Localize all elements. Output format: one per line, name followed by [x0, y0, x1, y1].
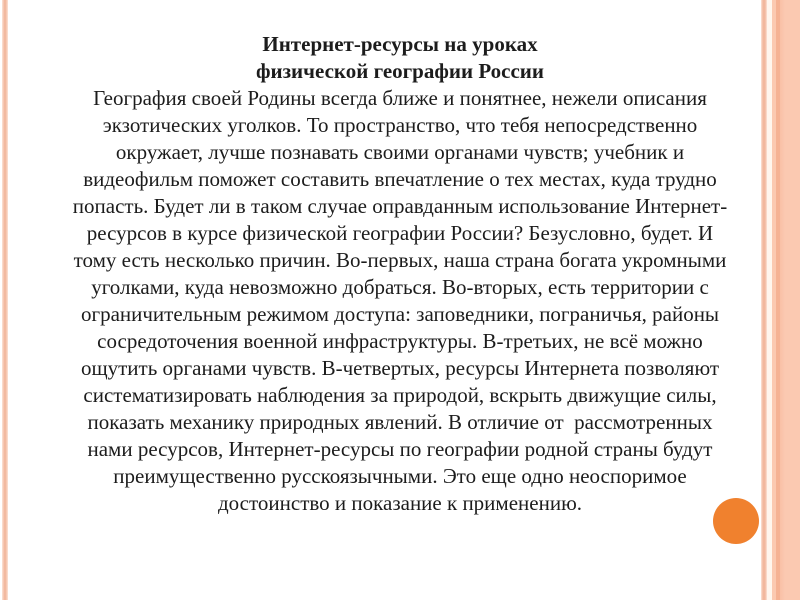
body-line: ограничительным режимом доступа: заповедники, пограничья, районы: [80, 302, 720, 326]
slide-body: [30, 85, 770, 517]
body-line: попасть. Будет ли в таком случае оправданным использование Интернет-: [72, 194, 728, 218]
body-line: показать механику природных явлений. В отличие от рассмотренных: [87, 410, 713, 434]
body-line: География своей Родины всегда ближе и понятнее, нежели описания: [93, 86, 707, 110]
body-line: видеофильм поможет составить впечатление о тех местах, куда трудно: [83, 167, 717, 191]
body-line: ощутить органами чувств. В-четвертых, ресурсы Интернета позволяют: [80, 356, 720, 380]
left-border-stripe: [2, 0, 8, 600]
body-line: окружает, лучше познавать своими органами чувств; учебник и: [115, 140, 685, 164]
body-line: ресурсов в курсе физической географии России? Безусловно, будет. И: [86, 221, 714, 245]
body-line: сосредоточения военной инфраструктуры. В-третьих, не всё можно: [97, 329, 703, 353]
title-line-1: Интернет-ресурсы на уроках: [262, 32, 538, 56]
body-line: экзотических уголков. То пространство, что тебя непосредственно: [102, 113, 698, 137]
body-line: систематизировать наблюдения за природой, вскрыть движущие силы,: [83, 383, 717, 407]
title-line-2: физической географии России: [255, 59, 544, 83]
body-line: нами ресурсов, Интернет-ресурсы по географии родной страны будут: [87, 437, 713, 461]
slide-title: [30, 31, 770, 85]
body-line: тому есть несколько причин. Во-первых, наша страна богата укромными: [73, 248, 727, 272]
body-line: преимущественно русскоязычными. Это еще одно неоспоримое: [113, 464, 687, 488]
slide-text-block: [30, 31, 770, 517]
body-line: уголками, куда невозможно добраться. Во-вторых, есть территории с: [91, 275, 709, 299]
body-line: достоинство и показание к применению.: [217, 491, 583, 515]
